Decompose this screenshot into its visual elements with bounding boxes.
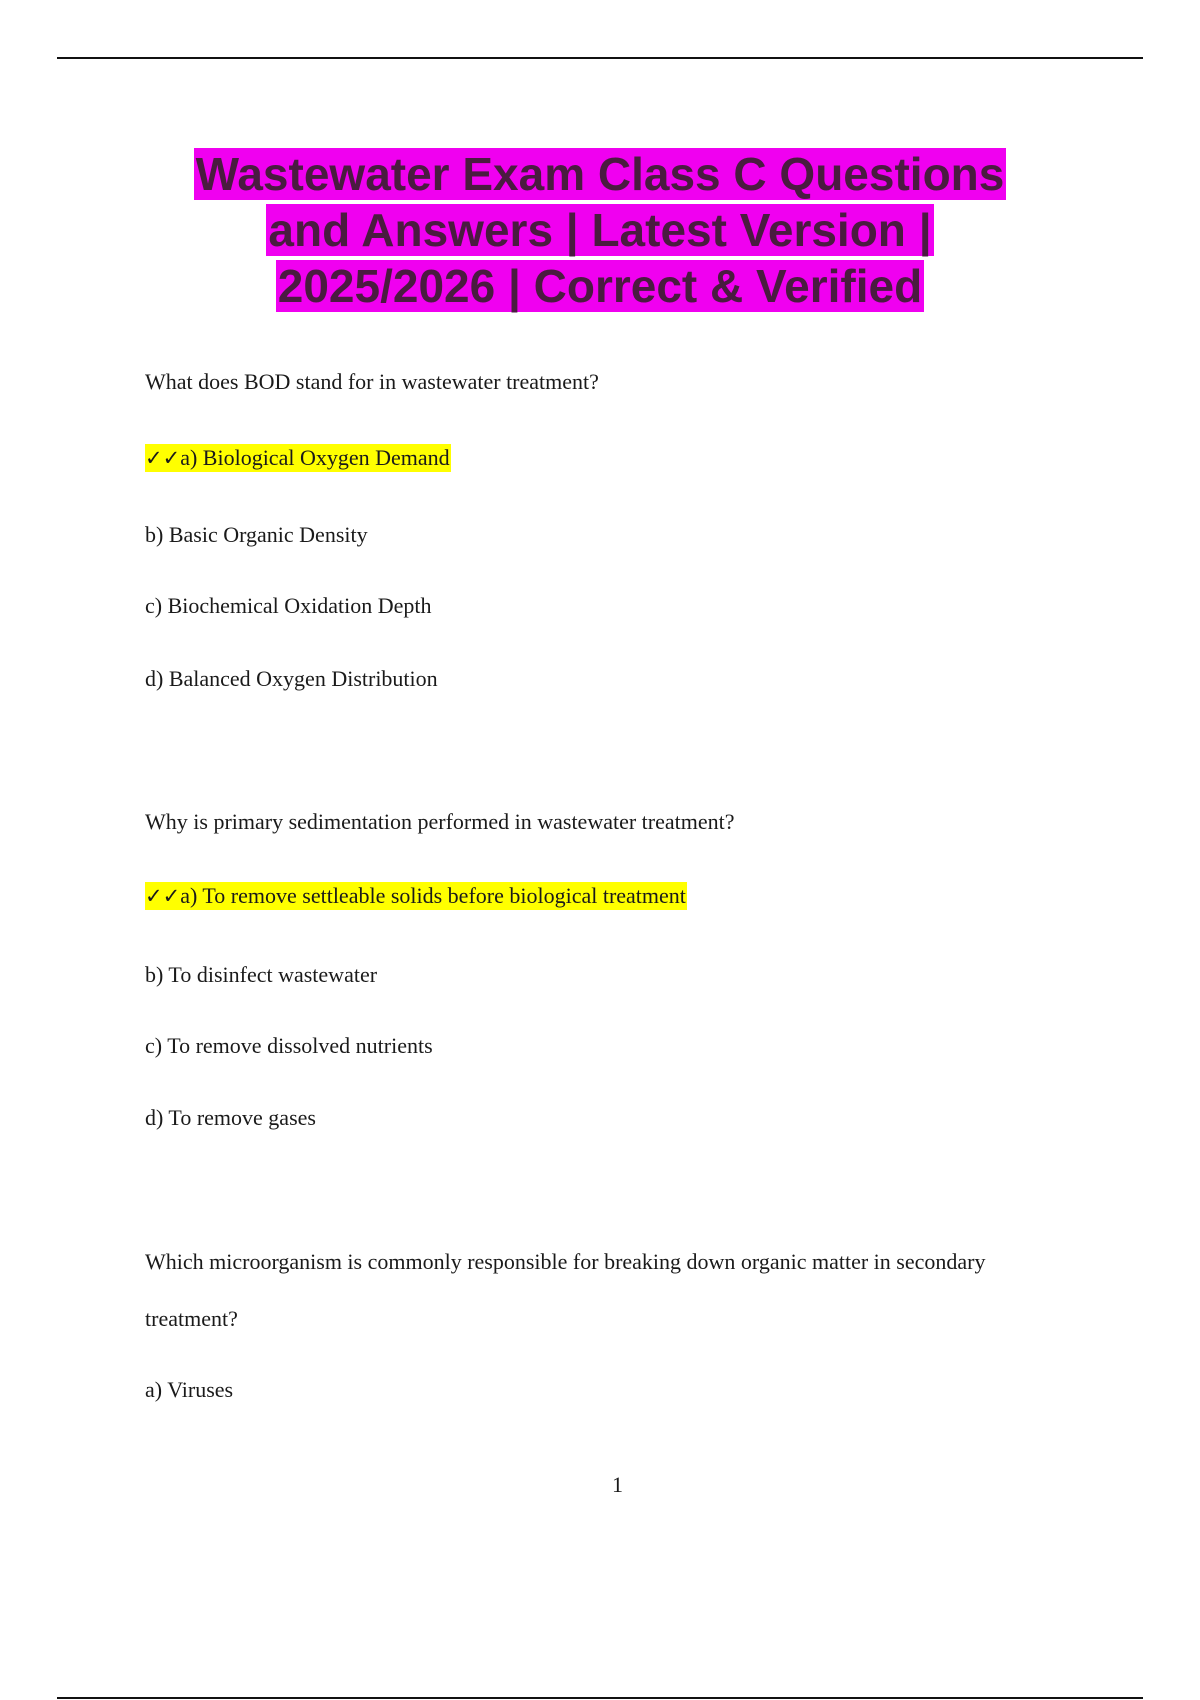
title-line-1: Wastewater Exam Class C Questions	[195, 148, 1005, 200]
title-line-2: and Answers | Latest Version |	[268, 204, 932, 256]
answer-highlight: ✓✓a) Biological Oxygen Demand	[145, 445, 450, 470]
checkmark-icon: ✓✓	[145, 446, 181, 470]
question-1-option-d: d) Balanced Oxygen Distribution	[145, 666, 438, 691]
question-3-option-a: a) Viruses	[145, 1377, 234, 1402]
question-1: What does BOD stand for in wastewater treatment?	[145, 369, 599, 394]
question-2-option-d: d) To remove gases	[145, 1105, 316, 1130]
question-2: Why is primary sedimentation performed in wastewater treatment?	[145, 809, 735, 834]
question-2-correct-answer	[145, 881, 687, 911]
page-number: 1	[612, 1472, 623, 1497]
document-title	[0, 146, 1200, 314]
question-2-option-b: b) To disinfect wastewater	[145, 962, 378, 987]
top-rule	[57, 57, 1143, 59]
bottom-rule	[57, 1697, 1143, 1699]
question-1-option-b: b) Basic Organic Density	[145, 522, 368, 547]
question-1-correct-answer	[145, 443, 451, 473]
question-2-option-c: c) To remove dissolved nutrients	[145, 1033, 433, 1058]
question-1-option-c: c) Biochemical Oxidation Depth	[145, 593, 432, 618]
answer-highlight: ✓✓a) To remove settleable solids before biological treatment	[145, 883, 686, 908]
question-3-line-1: Which microorganism is commonly responsible for breaking down organic matter in secondary	[145, 1249, 986, 1274]
checkmark-icon: ✓✓	[145, 884, 181, 908]
question-3-line-2: treatment?	[145, 1306, 238, 1331]
title-line-3: 2025/2026 | Correct & Verified	[277, 260, 923, 312]
